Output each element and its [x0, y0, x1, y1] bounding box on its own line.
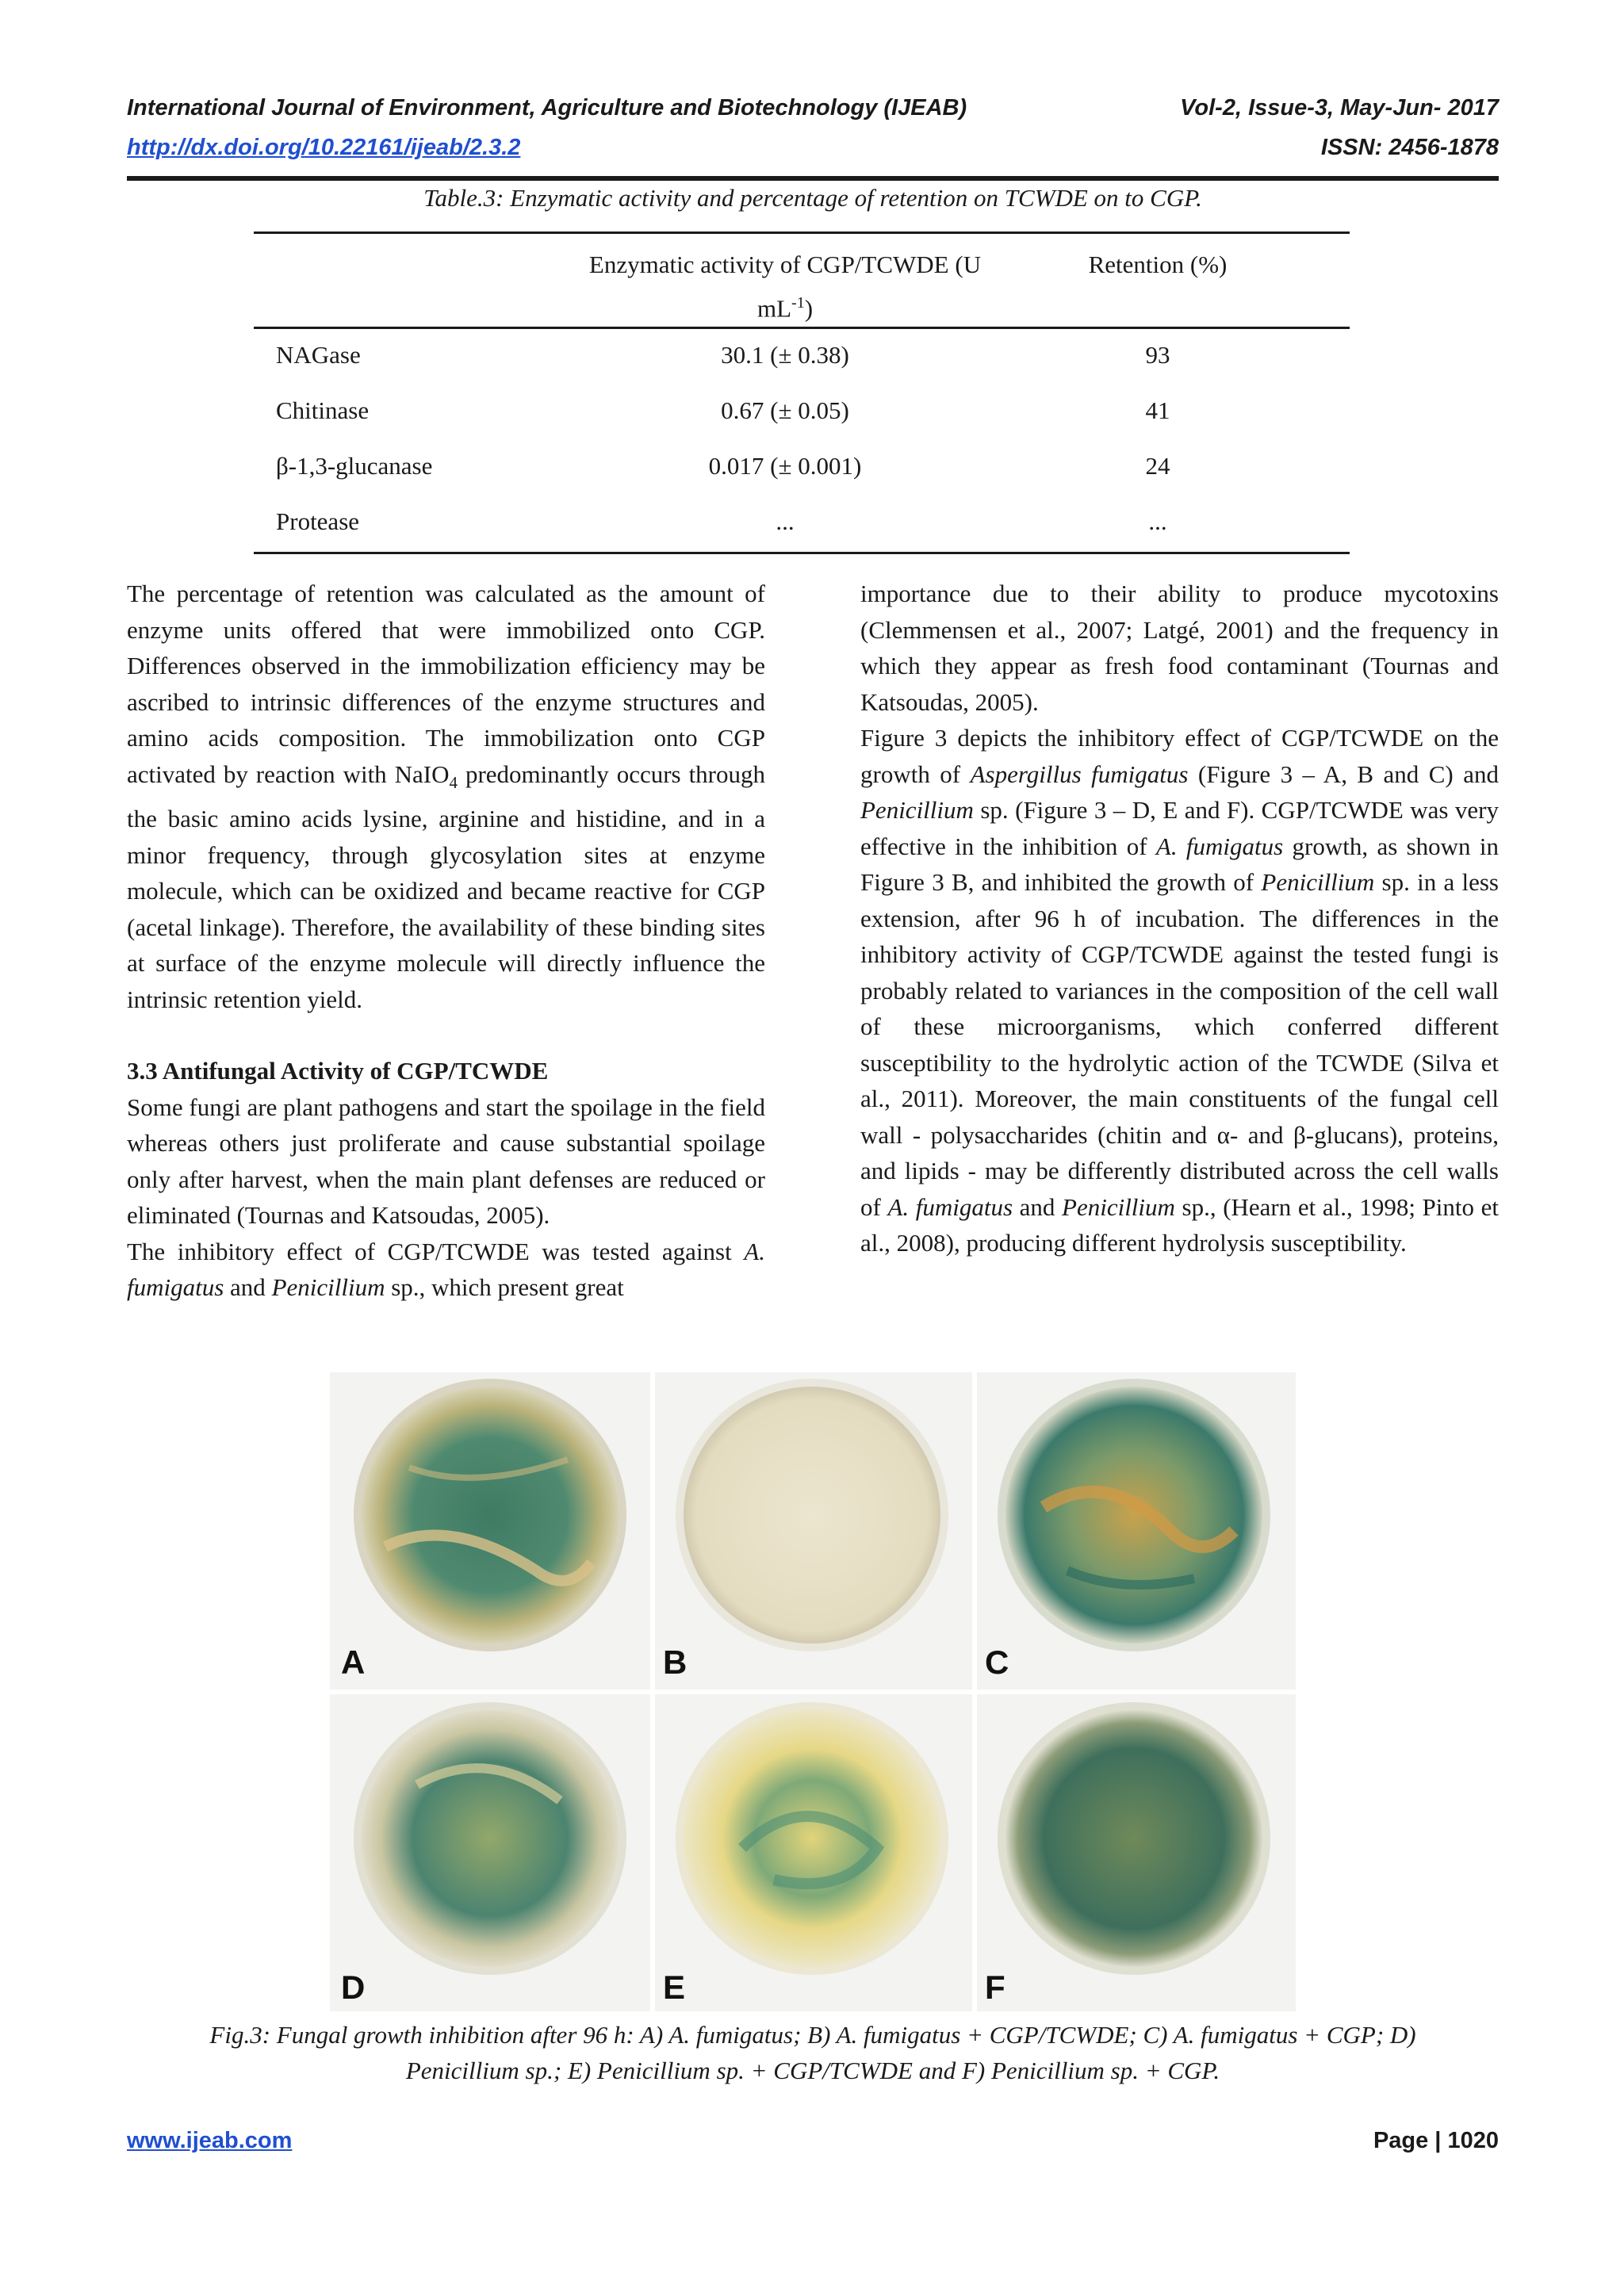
table-cell-activity: 0.017 (± 0.001)	[708, 452, 862, 480]
panel-label: C	[985, 1644, 1009, 1681]
panel-label: A	[341, 1644, 366, 1681]
table-cell-enzyme: Protease	[276, 507, 360, 535]
panel-b-dish	[676, 1379, 948, 1651]
issn: ISSN: 2456-1878	[1320, 135, 1499, 160]
section-heading: 3.3 Antifungal Activity of CGP/TCWDE	[127, 1057, 549, 1085]
right-column	[860, 576, 1499, 1261]
table-header-rule	[254, 327, 1350, 329]
paragraph: Figure 3 depicts the inhibitory effect of CGP/TCWDE on the growth of Aspergillus fumigatus (Figure 3 – A, B and C) and Penicillium sp. (Figure 3 – D, E and F). CGP/TCWDE was very effective in the inhibition of A. fumigatus growth, as shown in Figure 3 B, and inhibited the growth of Penicillium sp. in a less extension, after 96 h of incubation. The differences in the inhibitory activity of CGP/TCWDE against the tested fungi is probably related to variances in the composition of the cell wall of these microorganisms, which conferred different susceptibility to the hydrolytic action of the TCWDE (Silva et al., 2011). Moreover, the main constituents of the fungal cell wall - polysaccharides (chitin and α- and β-glucans), proteins, and lipids - may be differently distributed across the cell walls of A. fumigatus and Penicillium sp., (Hearn et al., 1998; Pinto et al., 2008), producing different hydrolysis susceptibility.	[860, 724, 1499, 1257]
paragraph: Some fungi are plant pathogens and start the spoilage in the field whereas others just proliferate and cause substantial spoilage only after harvest, when the main plant defenses are reduced or eliminated (Tournas and Katsoudas, 2005).	[127, 1093, 765, 1230]
table-bottom-rule	[254, 552, 1350, 554]
volume-info: Vol-2, Issue-3, May-Jun- 2017	[1180, 95, 1499, 121]
table-cell-retention: 93	[1145, 341, 1170, 369]
table-cell-retention: ...	[1148, 507, 1167, 535]
panel-a-dish	[354, 1379, 626, 1651]
table-cell-enzyme: NAGase	[276, 341, 361, 369]
table-header-retention: Retention (%)	[1088, 251, 1228, 278]
table-cell-activity: ...	[776, 507, 795, 535]
running-header-line2	[127, 135, 1499, 166]
table-cell-activity: 30.1 (± 0.38)	[721, 341, 849, 369]
website-link[interactable]: www.ijeab.com	[127, 2128, 293, 2153]
panel-label: B	[663, 1644, 688, 1681]
panel-d-dish	[354, 1702, 626, 1975]
table-cell-activity: 0.67 (± 0.05)	[721, 396, 849, 424]
left-column	[127, 576, 765, 1306]
table-cell-retention: 24	[1145, 452, 1170, 480]
table-cell-enzyme: β-1,3-glucanase	[276, 452, 433, 480]
panel-label: D	[341, 1969, 366, 2006]
table-cell-retention: 41	[1145, 396, 1170, 424]
panel-c-dish	[998, 1379, 1270, 1651]
paragraph: The percentage of retention was calculated as the amount of enzyme units offered that were immobilized onto CGP. Differences observed in the immobilization efficiency may be ascribed to intrinsic differences of the enzyme structures and amino acids composition. The immobilization onto CGP activated by reaction with NaIO$_4$ predominantly occurs through the basic amino acids lysine, arginine and histidine, and in a minor frequency, through glycosylation sites at enzyme molecule, which can be oxidized and became reactive for CGP (acetal linkage). Therefore, the availability of these binding sites at surface of the enzyme molecule will directly influence the intrinsic retention yield.	[127, 580, 766, 1013]
doi-link[interactable]: http://dx.doi.org/10.22161/ijeab/2.3.2	[127, 135, 521, 160]
enzyme-table	[254, 232, 1350, 558]
paragraph: importance due to their ability to produce mycotoxins (Clemmensen et al., 2007; Latgé, 2001) and the frequency in which they appear as fresh food contaminant (Tournas and Katsoudas, 2005).	[860, 580, 1499, 716]
table-header-activity: Enzymatic activity of CGP/TCWDE (U $mL^{-1}$)	[588, 251, 982, 323]
table-caption: Table.3: Enzymatic activity and percentage of retention on TCWDE on to CGP.	[423, 184, 1202, 212]
header-rule	[127, 176, 1499, 181]
paragraph: The inhibitory effect of CGP/TCWDE was tested against A. fumigatus and Penicillium sp., which present great	[127, 1237, 765, 1302]
panel-e-dish	[676, 1702, 948, 1975]
table-cell-enzyme: Chitinase	[276, 396, 370, 424]
panel-label: E	[663, 1969, 686, 2006]
table-top-rule	[254, 232, 1350, 234]
journal-title: International Journal of Environment, Agriculture and Biotechnology (IJEAB)	[127, 95, 967, 121]
figure-divider	[330, 1689, 1296, 1694]
figure-caption: Fig.3: Fungal growth inhibition after 96 h: A) A. fumigatus; B) A. fumigatus + CGP/TCWDE; C) A. fumigatus + CGP; D) Penicillium sp.; E) Penicillium sp. + CGP/TCWDE and F) Penicillium sp. + CGP.	[209, 2021, 1416, 2084]
page-number: Page | 1020	[1373, 2128, 1499, 2153]
figure-petri-dishes	[330, 1372, 1296, 2011]
panel-f-dish	[998, 1702, 1270, 1975]
panel-label: F	[985, 1969, 1005, 2006]
running-header	[127, 95, 1499, 127]
